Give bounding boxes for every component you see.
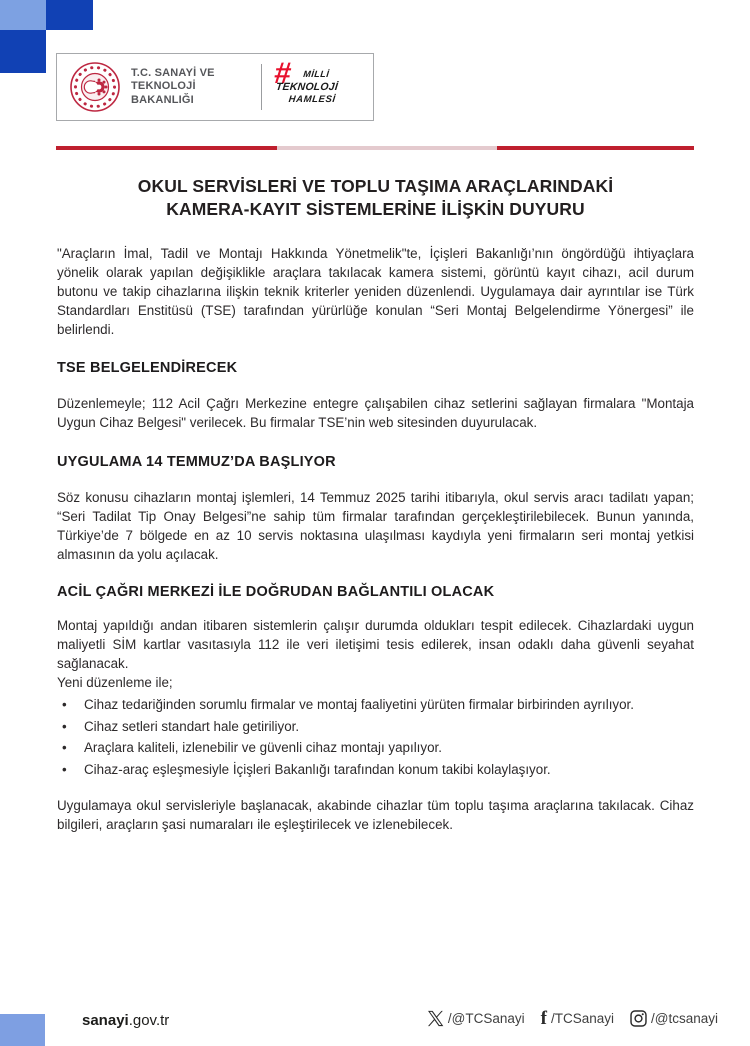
x-icon [427, 1010, 444, 1027]
regulation-bullet-list [57, 694, 694, 780]
x-social-link[interactable] [427, 1010, 525, 1027]
hashtag-icon: # [272, 57, 293, 90]
corner-decoration-light-square [0, 0, 46, 30]
x-handle: /@TCSanayi [447, 1011, 525, 1026]
footer-blue-square [0, 1014, 45, 1046]
instagram-social-link[interactable] [630, 1010, 718, 1027]
ministry-gear-emblem-icon [69, 61, 121, 113]
facebook-handle: /TCSanayi [550, 1011, 615, 1026]
page-title-line2: KAMERA-KAYIT SİSTEMLERİNE İLİŞKİN DUYURU [166, 199, 585, 219]
instagram-icon [630, 1010, 647, 1027]
footer-social-links [427, 1010, 718, 1027]
section-heading-acil-cagri: ACİL ÇAĞRI MERKEZİ İLE DOĞRUDAN BAĞLANTILI OLACAK [57, 584, 495, 600]
list-item: • Araçlara kaliteli, izlenebilir ve güvenli cihaz montajı yapılıyor. [57, 737, 694, 759]
mth-line1: MİLLİ [302, 69, 330, 79]
section-paragraph-uygulama: Söz konusu cihazların montaj işlemleri, 14 Temmuz 2025 tarihi itibarıyla, okul servis aracı tadilatı yapan; “Seri Tadilat Tip Onay Belgesi”ne sahip tüm firmalar tarafından gerçekleştirilebilecek. Bunun yanında, Türkiye’de 7 bölgede en az 10 servis noktasına ulaşılması kaydıyla yeni firmaların seri montaj yetkisi almasının da yolu açılacak. [57, 490, 694, 562]
section-paragraph-acil-cagri: Montaj yapıldığı andan itibaren sistemlerin çalışır durumda oldukları tespit edilecek. Cihazlardaki uygun maliyetli SİM kartlar vasıtasıyla 112 ile veri iletişimi tesis edilerek, insan odaklı daha güvenli seyahat sağlanacak. [57, 618, 694, 671]
page-title-line1: OKUL SERVİSLERİ VE TOPLU TAŞIMA ARAÇLARINDAKİ [137, 176, 614, 196]
facebook-social-link[interactable] [541, 1010, 614, 1027]
section-heading-uygulama: UYGULAMA 14 TEMMUZ’DA BAŞLIYOR [57, 454, 336, 470]
section-heading-tse: TSE BELGELENDİRECEK [57, 360, 238, 376]
intro-paragraph: "Araçların İmal, Tadil ve Montajı Hakkında Yönetmelik"te, İçişleri Bakanlığı’nın öngördüğü ihtiyaçlara yönelik olarak yapılan değişiklikle araçlara takılacak kamera sistemi, görüntü kayıt cihazı, acil durum butonu ve takip cihazlarına ilişkin teknik kriterler yeniden düzenlendi. Uygulamaya dair ayrıntılar ise Türk Standardları Enstitüsü (TSE) tarafından yürürlüğe konulan “Seri Montaj Belgelendirme Yönergesi” ile belirlendi. [57, 246, 694, 337]
footer-site-bold: sanayi [82, 1012, 129, 1029]
mth-line2: TEKNOLOJİ [275, 81, 339, 93]
list-item: • Cihaz tedariğinden sorumlu firmalar ve montaj faaliyetini yürüten firmalar birbirinden ayrılıyor. [57, 694, 694, 716]
list-item: • Cihaz-araç eşleşmesiyle İçişleri Bakanlığı tarafından konum takibi kolaylaşıyor. [57, 759, 694, 781]
footer-site-rest: .gov.tr [128, 1012, 170, 1029]
mth-logo-text [270, 69, 366, 105]
mth-line3: HAMLESİ [288, 94, 337, 105]
facebook-icon: f [540, 1008, 547, 1029]
closing-paragraph: Uygulamaya okul servisleriyle başlanacak, akabinde cihazlar tüm toplu taşıma araçlarına takılacak. Cihaz bilgileri, araçların şasi numaraları ile eşleştirilecek ve izlenebilecek. [57, 798, 694, 832]
section-paragraph-tse: Düzenlemeyle; 112 Acil Çağrı Merkezine entegre çalışabilen cihaz setlerini sağlayan firmalara "Montaja Uygun Cihaz Belgesi" verilecek. Bu firmalar TSE’nin web sitesinden duyurulacak. [57, 396, 694, 430]
ministry-name-line1: T.C. SANAYİ VE [131, 66, 215, 79]
corner-decoration-dark-square-right [46, 0, 93, 30]
milli-teknoloji-hamlesi-logo [272, 57, 364, 113]
ministry-name-line2: TEKNOLOJİ BAKANLIĞI [131, 80, 196, 106]
ministry-name [131, 67, 259, 108]
list-intro: Yeni düzenleme ile; [57, 675, 173, 690]
logo-divider [261, 64, 262, 110]
page-title [57, 175, 694, 221]
instagram-handle: /@tcsanayi [651, 1011, 718, 1026]
ministry-logo-box [56, 53, 374, 121]
announcement-body [0, 150, 750, 834]
list-item: • Cihaz setleri standart hale getiriliyor. [57, 716, 694, 738]
footer-website-link[interactable] [82, 1012, 169, 1029]
corner-decoration-dark-square-bottom [0, 30, 46, 73]
